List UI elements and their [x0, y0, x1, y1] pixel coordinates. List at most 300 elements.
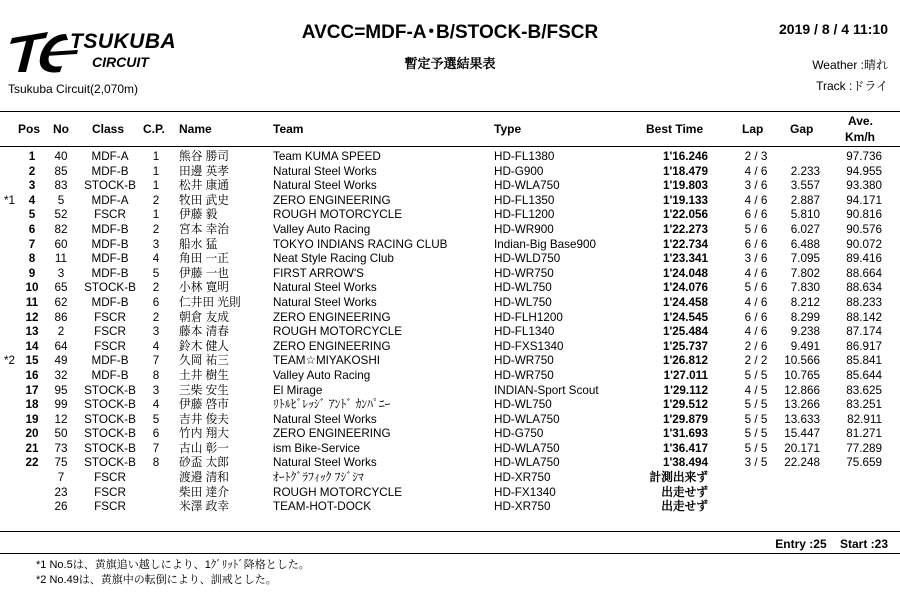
row-average-speed: 90.072 [846, 237, 882, 251]
table-row [0, 223, 900, 238]
row-lap: 5 / 6 [744, 222, 768, 236]
row-best-time: 1'25.737 [662, 339, 708, 353]
row-pos: 3 [28, 179, 36, 193]
row-pos: 19 [25, 412, 39, 426]
row-best-time: 1'22.056 [662, 208, 708, 222]
row-best-time: 1'36.417 [662, 441, 708, 455]
row-machine-type: HD-WR900 [494, 222, 554, 236]
row-average-speed: 87.174 [846, 325, 882, 339]
row-machine-type: HD-WL750 [494, 295, 552, 309]
row-rider-name: 鈴木 健人 [179, 339, 229, 353]
row-pos: 15 [25, 354, 39, 368]
row-note: *1 [4, 193, 16, 207]
row-machine-type: HD-XR750 [494, 471, 551, 485]
row-rider-name: 土井 樹生 [179, 368, 229, 382]
row-best-time: 1'29.879 [662, 412, 708, 426]
row-class: FSCR [94, 500, 126, 514]
row-gap: 8.212 [790, 295, 820, 309]
row-pos: 12 [25, 310, 39, 324]
entry-count: Entry :25 [775, 537, 827, 551]
row-number: 23 [54, 485, 68, 499]
row-pos: 11 [25, 295, 39, 309]
row-class-position: 8 [152, 456, 160, 470]
row-machine-type: HD-WR750 [494, 266, 554, 280]
row-class-position: 2 [152, 310, 160, 324]
row-number: 5 [57, 193, 65, 207]
row-average-speed: 94.171 [846, 193, 882, 207]
row-machine-type: HD-WLA750 [494, 412, 560, 426]
row-pos: 4 [28, 193, 36, 207]
row-class: MDF-A [91, 150, 129, 163]
row-class: STOCK-B [84, 412, 136, 426]
row-rider-name: 久岡 祐三 [179, 354, 229, 368]
row-class-position: 4 [152, 252, 160, 266]
col-header-no: No [53, 122, 69, 136]
row-number: 65 [54, 281, 68, 295]
row-best-time: 計測出来ず [649, 471, 708, 485]
footnote-1: *1 No.5は、黄旗追い越しにより、1ｸﾞﾘｯﾄﾞ降格とした。 [36, 559, 310, 571]
row-best-time: 1'29.112 [663, 383, 708, 397]
row-lap: 3 / 6 [744, 179, 768, 193]
row-gap: 2.233 [790, 164, 820, 178]
row-rider-name: 松井 康通 [179, 179, 229, 193]
row-pos: 9 [28, 266, 36, 280]
row-pos: 10 [25, 281, 39, 295]
row-gap: 9.238 [790, 325, 820, 339]
row-gap: 22.248 [784, 456, 820, 470]
row-number: 3 [57, 266, 65, 280]
footnotes [36, 558, 310, 588]
row-average-speed: 77.289 [846, 441, 882, 455]
row-class: FSCR [94, 208, 126, 222]
table-row [0, 150, 900, 165]
row-gap: 15.447 [784, 427, 820, 441]
row-class-position: 6 [152, 295, 160, 309]
row-class: MDF-B [91, 222, 129, 236]
row-machine-type: HD-WLA750 [494, 441, 560, 455]
row-machine-type: HD-FX1340 [494, 485, 556, 499]
row-machine-type: HD-FL1340 [494, 325, 555, 339]
row-average-speed: 97.736 [846, 150, 882, 163]
results-table-body [0, 150, 900, 515]
col-header-kmh: Km/h [845, 130, 875, 144]
table-row [0, 238, 900, 253]
row-team: ｵｰﾄｸﾞﾗﾌｨｯｸ ﾌｼﾞｼﾏ [273, 471, 364, 485]
row-pos: 7 [28, 237, 36, 251]
table-row [0, 325, 900, 340]
row-rider-name: 古山 彰一 [179, 441, 229, 455]
row-class-position: 1 [152, 208, 160, 222]
row-number: 95 [54, 383, 68, 397]
row-best-time: 1'24.458 [662, 295, 708, 309]
row-gap: 6.027 [790, 222, 820, 236]
col-header-ave: Ave. [848, 114, 873, 128]
row-rider-name: 仁井田 光則 [179, 295, 241, 309]
row-class-position: 5 [152, 266, 160, 280]
row-team: Valley Auto Racing [273, 368, 371, 382]
row-gap: 13.633 [784, 412, 820, 426]
table-row [0, 456, 900, 471]
row-average-speed: 88.634 [846, 281, 882, 295]
table-row [0, 500, 900, 515]
row-gap: 10.765 [784, 368, 820, 382]
row-average-speed: 86.917 [846, 339, 882, 353]
table-row [0, 311, 900, 326]
col-header-type: Type [494, 122, 522, 136]
row-lap: 4 / 6 [744, 164, 768, 178]
col-header-best-time: Best Time [646, 122, 704, 136]
row-lap: 3 / 5 [744, 456, 768, 470]
row-average-speed: 85.644 [846, 368, 882, 382]
row-lap: 6 / 6 [744, 310, 768, 324]
row-team: TEAM☆MIYAKOSHI [273, 354, 381, 368]
row-machine-type: HD-FXS1340 [494, 339, 564, 353]
row-rider-name: 田邊 英孝 [179, 164, 229, 178]
row-team: ZERO ENGINEERING [273, 310, 391, 324]
table-row [0, 413, 900, 428]
row-team: Natural Steel Works [273, 179, 377, 193]
row-number: 52 [54, 208, 68, 222]
row-rider-name: 朝倉 友成 [179, 310, 229, 324]
row-class: FSCR [94, 310, 126, 324]
row-best-time: 1'25.484 [662, 325, 708, 339]
table-row [0, 281, 900, 296]
row-rider-name: 熊谷 勝司 [179, 150, 229, 163]
row-class-position: 4 [152, 398, 160, 412]
row-gap: 13.266 [784, 398, 820, 412]
row-number: 26 [54, 500, 68, 514]
page-subtitle: 暫定予選結果表 [404, 56, 496, 71]
row-rider-name: 宮本 幸治 [179, 222, 229, 236]
entry-start-count [775, 537, 888, 551]
row-machine-type: HD-WLD750 [494, 252, 561, 266]
row-class-position: 8 [152, 368, 160, 382]
row-team: Neat Style Racing Club [273, 252, 394, 266]
row-lap: 5 / 5 [744, 441, 768, 455]
row-number: 60 [54, 237, 68, 251]
row-class: MDF-A [91, 193, 129, 207]
row-average-speed: 75.659 [846, 456, 882, 470]
row-team: ROUGH MOTORCYCLE [273, 485, 403, 499]
table-row [0, 486, 900, 501]
row-class: MDF-B [91, 295, 129, 309]
logo-text-tsukuba: TSUKUBA [70, 30, 177, 53]
row-pos: 18 [25, 398, 39, 412]
row-class-position: 7 [152, 354, 160, 368]
table-row [0, 471, 900, 486]
table-row [0, 252, 900, 267]
col-header-class: Class [92, 122, 125, 136]
row-class: MDF-B [91, 252, 129, 266]
row-gap: 12.866 [784, 383, 820, 397]
page-title: AVCC=MDF-A･B/STOCK-B/FSCR [301, 22, 599, 43]
row-class-position: 1 [152, 164, 160, 178]
row-number: 49 [54, 354, 68, 368]
row-number: 82 [54, 222, 68, 236]
table-row [0, 208, 900, 223]
row-gap: 7.830 [790, 281, 820, 295]
row-machine-type: HD-FL1380 [494, 150, 555, 163]
row-team: Natural Steel Works [273, 295, 377, 309]
row-rider-name: 渡邉 清和 [179, 471, 229, 485]
row-pos: 14 [25, 339, 39, 353]
table-row [0, 165, 900, 180]
row-best-time: 1'24.076 [662, 281, 708, 295]
row-number: 32 [54, 368, 68, 382]
row-average-speed: 82.911 [847, 412, 882, 426]
row-best-time: 1'31.693 [662, 427, 708, 441]
table-row [0, 179, 900, 194]
row-machine-type: HD-FL1350 [494, 193, 555, 207]
row-gap: 7.802 [790, 266, 820, 280]
row-average-speed: 81.271 [846, 427, 882, 441]
row-best-time: 1'22.273 [662, 222, 708, 236]
row-class-position: 1 [152, 150, 160, 163]
row-rider-name: 牧田 武史 [179, 193, 229, 207]
row-number: 40 [54, 150, 68, 163]
row-best-time: 1'23.341 [662, 252, 708, 266]
row-average-speed: 88.664 [846, 266, 882, 280]
row-best-time: 1'24.048 [662, 266, 708, 280]
row-class: STOCK-B [84, 398, 136, 412]
row-pos: 20 [25, 427, 39, 441]
row-class: MDF-B [91, 164, 129, 178]
row-gap: 5.810 [790, 208, 820, 222]
row-average-speed: 94.955 [846, 164, 882, 178]
table-top-rule [0, 111, 900, 112]
col-header-gap: Gap [790, 122, 814, 136]
row-team: ism Bike-Service [273, 441, 361, 455]
row-best-time: 1'19.803 [662, 179, 708, 193]
row-gap: 20.171 [784, 441, 820, 455]
table-row [0, 384, 900, 399]
row-rider-name: 柴田 達介 [179, 485, 229, 499]
logo-text-circuit: CIRCUIT [92, 54, 149, 70]
row-team: ROUGH MOTORCYCLE [273, 325, 403, 339]
row-number: 64 [54, 339, 68, 353]
row-number: 2 [57, 325, 65, 339]
row-class: STOCK-B [84, 179, 136, 193]
row-best-time: 1'26.812 [662, 354, 708, 368]
row-machine-type: HD-FLH1200 [494, 310, 563, 324]
row-best-time: 1'18.479 [662, 164, 708, 178]
row-class: MDF-B [91, 368, 129, 382]
table-row [0, 442, 900, 457]
row-lap: 4 / 5 [744, 383, 768, 397]
row-rider-name: 米澤 政幸 [179, 500, 229, 514]
row-lap: 4 / 6 [744, 266, 768, 280]
row-pos: 8 [28, 252, 36, 266]
row-best-time: 出走せず [661, 500, 708, 514]
row-team: Natural Steel Works [273, 164, 377, 178]
col-header-cp: C.P. [143, 122, 165, 136]
row-lap: 6 / 6 [744, 208, 768, 222]
row-gap: 8.299 [790, 310, 820, 324]
row-machine-type: Indian-Big Base900 [494, 237, 597, 251]
row-team: ﾘﾄﾙﾋﾞﾚｯｼﾞ ｱﾝﾄﾞ ｶﾝﾊﾟﾆｰ [273, 398, 391, 412]
row-lap: 2 / 6 [744, 339, 768, 353]
row-lap: 3 / 6 [744, 252, 768, 266]
row-rider-name: 小林 寛明 [179, 281, 229, 295]
row-gap: 10.566 [784, 354, 820, 368]
row-number: 50 [54, 427, 68, 441]
table-row [0, 354, 900, 369]
row-class-position: 2 [152, 222, 160, 236]
row-lap: 2 / 2 [744, 354, 768, 368]
row-best-time: 出走せず [661, 485, 708, 499]
row-class-position: 3 [152, 383, 160, 397]
row-pos: 13 [25, 325, 39, 339]
row-number: 62 [54, 295, 68, 309]
row-rider-name: 角田 一正 [179, 252, 229, 266]
row-average-speed: 89.416 [846, 252, 882, 266]
row-best-time: 1'16.246 [662, 150, 708, 163]
row-team: Natural Steel Works [273, 281, 377, 295]
row-average-speed: 88.142 [846, 310, 882, 324]
row-machine-type: HD-G900 [494, 164, 544, 178]
row-class-position: 6 [152, 427, 160, 441]
row-team: Team KUMA SPEED [273, 150, 381, 163]
row-number: 12 [54, 412, 68, 426]
date-time: 2019 / 8 / 4 11:10 [779, 21, 888, 37]
row-class: FSCR [94, 471, 126, 485]
row-class: STOCK-B [84, 383, 136, 397]
row-rider-name: 伊藤 啓市 [179, 398, 229, 412]
table-row [0, 340, 900, 355]
row-lap: 5 / 5 [744, 427, 768, 441]
row-number: 73 [54, 441, 68, 455]
row-rider-name: 三柴 安生 [179, 383, 229, 397]
row-rider-name: 伊藤 毅 [179, 208, 218, 222]
row-number: 75 [54, 456, 68, 470]
row-class-position: 3 [152, 237, 160, 251]
row-class: STOCK-B [84, 441, 136, 455]
row-pos: 22 [25, 456, 39, 470]
row-machine-type: HD-WR750 [494, 368, 554, 382]
row-team: ZERO ENGINEERING [273, 427, 391, 441]
row-pos: 6 [28, 222, 36, 236]
row-class-position: 2 [152, 193, 160, 207]
row-class-position: 1 [152, 179, 160, 193]
row-pos: 2 [28, 164, 36, 178]
row-machine-type: HD-XR750 [494, 500, 551, 514]
row-machine-type: HD-WR750 [494, 354, 554, 368]
row-rider-name: 船水 猛 [179, 237, 218, 251]
row-gap: 3.557 [790, 179, 820, 193]
row-class-position: 5 [152, 412, 160, 426]
row-lap: 2 / 3 [744, 150, 768, 163]
row-average-speed: 83.251 [846, 398, 882, 412]
row-machine-type: HD-WL750 [494, 398, 552, 412]
row-lap: 6 / 6 [744, 237, 768, 251]
row-gap: 7.095 [790, 252, 820, 266]
row-rider-name: 藤本 清春 [179, 325, 229, 339]
table-row [0, 296, 900, 311]
row-class: STOCK-B [84, 281, 136, 295]
footer-rule [0, 553, 900, 554]
col-header-lap: Lap [742, 122, 764, 136]
row-rider-name: 砂盃 太郎 [179, 456, 229, 470]
row-class-position: 3 [152, 325, 160, 339]
row-pos: 21 [25, 441, 39, 455]
table-row [0, 369, 900, 384]
row-rider-name: 吉井 俊夫 [179, 412, 229, 426]
row-pos: 5 [28, 208, 36, 222]
row-rider-name: 竹内 翔大 [179, 427, 229, 441]
row-gap: 9.491 [790, 339, 820, 353]
col-header-team: Team [273, 122, 304, 136]
row-gap: 2.887 [790, 193, 820, 207]
row-class: FSCR [94, 485, 126, 499]
row-lap: 4 / 6 [744, 295, 768, 309]
row-lap: 5 / 5 [744, 368, 768, 382]
table-row [0, 267, 900, 282]
row-number: 86 [54, 310, 68, 324]
table-bottom-rule [0, 531, 900, 532]
table-row [0, 398, 900, 413]
row-best-time: 1'38.494 [662, 456, 708, 470]
row-class: MDF-B [91, 237, 129, 251]
table-row [0, 194, 900, 209]
row-machine-type: HD-G750 [494, 427, 544, 441]
row-rider-name: 伊藤 一也 [179, 266, 229, 280]
row-lap: 5 / 5 [744, 398, 768, 412]
row-team: Valley Auto Racing [273, 222, 371, 236]
row-class: MDF-B [91, 266, 129, 280]
row-lap: 4 / 6 [744, 325, 768, 339]
row-class: MDF-B [91, 354, 129, 368]
row-class-position: 2 [152, 281, 160, 295]
row-pos: 1 [28, 150, 36, 163]
row-team: ROUGH MOTORCYCLE [273, 208, 403, 222]
row-average-speed: 83.625 [846, 383, 882, 397]
row-average-speed: 85.841 [846, 354, 882, 368]
row-class: FSCR [94, 339, 126, 353]
row-best-time: 1'24.545 [662, 310, 708, 324]
row-team: TOKYO INDIANS RACING CLUB [273, 237, 448, 251]
row-class: FSCR [94, 325, 126, 339]
row-best-time: 1'29.512 [662, 398, 708, 412]
col-header-name: Name [179, 122, 212, 136]
row-pos: 17 [25, 383, 39, 397]
table-row [0, 427, 900, 442]
row-average-speed: 90.576 [846, 222, 882, 236]
row-machine-type: INDIAN-Sport Scout [494, 383, 599, 397]
row-average-speed: 88.233 [846, 295, 882, 309]
col-header-pos: Pos [18, 122, 41, 136]
row-best-time: 1'22.734 [662, 237, 708, 251]
row-machine-type: HD-FL1200 [494, 208, 555, 222]
row-team: FIRST ARROW'S [273, 266, 364, 280]
row-number: 99 [54, 398, 68, 412]
track-condition: Track :ドライ [816, 79, 888, 93]
row-team: Natural Steel Works [273, 412, 377, 426]
row-gap: 6.488 [790, 237, 820, 251]
row-team: ZERO ENGINEERING [273, 339, 391, 353]
row-class: STOCK-B [84, 427, 136, 441]
row-number: 85 [54, 164, 68, 178]
row-team: Natural Steel Works [273, 456, 377, 470]
row-number: 11 [54, 252, 68, 266]
row-class-position: 7 [152, 441, 160, 455]
start-count: Start :23 [839, 537, 888, 551]
row-number: 83 [54, 179, 68, 193]
row-lap: 5 / 5 [744, 412, 768, 426]
row-lap: 5 / 6 [744, 281, 768, 295]
row-lap: 4 / 6 [744, 193, 768, 207]
row-best-time: 1'27.011 [663, 368, 708, 382]
row-team: El Mirage [273, 383, 323, 397]
